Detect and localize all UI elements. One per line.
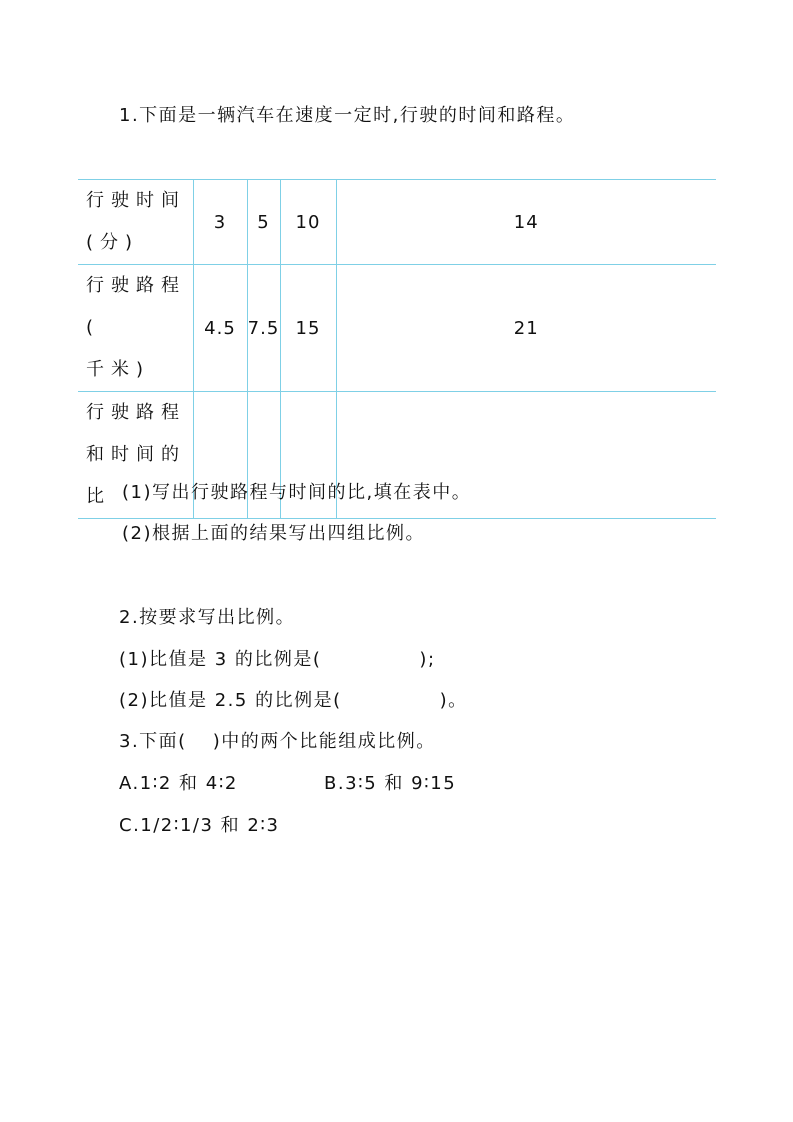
- distance-cell: 4.5: [193, 265, 247, 392]
- question-1-title: 1.下面是一辆汽车在速度一定时,行驶的时间和路程。: [119, 105, 576, 126]
- row-label-time: 行驶时间 (分): [78, 180, 193, 265]
- time-distance-table: [78, 179, 716, 519]
- distance-cell: 7.5: [247, 265, 280, 392]
- time-cell: 10: [280, 180, 336, 265]
- table-row-distance: [78, 265, 716, 392]
- option-c: C.1/2∶1/3 和 2∶3: [119, 815, 280, 836]
- row-label-distance: 行驶路程( 千米): [78, 265, 193, 392]
- table-row-time: [78, 180, 716, 265]
- distance-cell: 21: [336, 265, 716, 392]
- question-2-title: 2.按要求写出比例。: [119, 607, 296, 628]
- question-3-title: 3.下面( )中的两个比能组成比例。: [119, 731, 436, 752]
- distance-cell: 15: [280, 265, 336, 392]
- row-label-ratio: 行驶路程 和时间的 比: [78, 392, 193, 519]
- time-cell: 3: [193, 180, 247, 265]
- question-1-sub-2: (2)根据上面的结果写出四组比例。: [122, 523, 425, 544]
- option-a: A.1∶2 和 4∶2: [119, 773, 238, 794]
- question-2-sub-2: (2)比值是 2.5 的比例是( )。: [119, 690, 468, 711]
- question-1-sub-1: (1)写出行驶路程与时间的比,填在表中。: [122, 482, 472, 503]
- time-cell: 14: [336, 180, 716, 265]
- question-2-sub-1: (1)比值是 3 的比例是( );: [119, 649, 436, 670]
- option-b: B.3∶5 和 9∶15: [324, 773, 457, 794]
- time-cell: 5: [247, 180, 280, 265]
